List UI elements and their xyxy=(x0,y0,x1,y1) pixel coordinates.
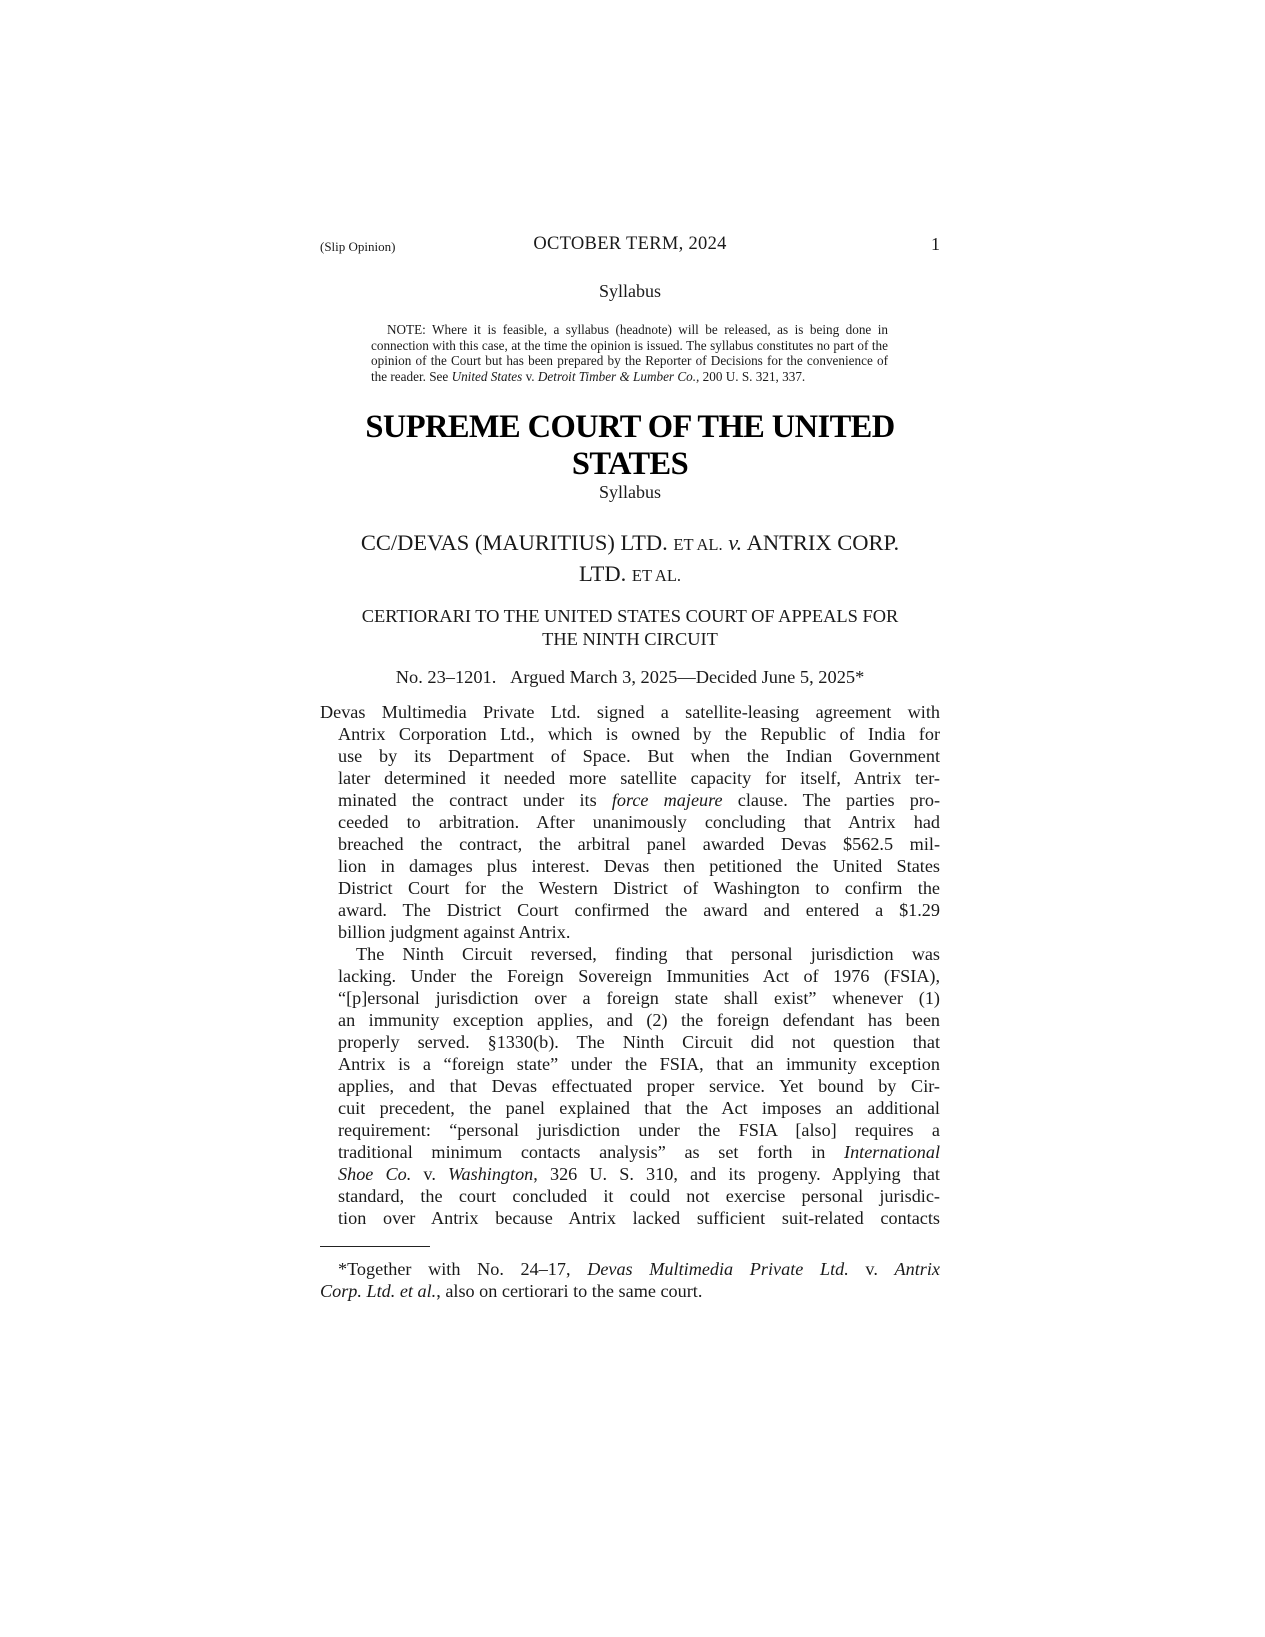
syllabus-running-label: Syllabus xyxy=(598,281,661,301)
slip-opinion-label: (Slip Opinion) xyxy=(320,239,396,254)
body-line: “[p]ersonal jurisdiction over a foreign state shall exist” whenever (1) xyxy=(338,988,940,1008)
body-line: cuit precedent, the panel explained that the Act imposes an additional xyxy=(338,1098,940,1118)
body-line: The Ninth Circuit reversed, finding that personal jurisdiction was xyxy=(356,944,940,964)
body-line: award. The District Court confirmed the award and entered a $1.29 xyxy=(338,900,940,920)
reporter-note xyxy=(371,322,888,384)
body-line: lion in damages plus interest. Devas then petitioned the United States xyxy=(338,856,940,876)
syllabus-body xyxy=(320,701,940,1229)
body-line: Antrix is a “foreign state” under the FSIA, that an immunity exception xyxy=(338,1054,940,1074)
body-line: later determined it needed more satellite capacity for itself, Antrix ter- xyxy=(338,768,940,788)
body-line: use by its Department of Space. But when the Indian Government xyxy=(338,746,940,766)
case-title-line-1: CC/DEVAS (MAURITIUS) LTD. ET AL. v. ANTRIX CORP. xyxy=(360,530,900,555)
footnote xyxy=(320,1258,940,1302)
body-line: minated the contract under its force majeure clause. The parties pro- xyxy=(338,790,941,810)
body-line: requirement: “personal jurisdiction under the FSIA [also] requires a xyxy=(338,1120,940,1140)
page-number: 1 xyxy=(931,234,940,254)
body-line: standard, the court concluded it could not exercise personal jurisdic- xyxy=(338,1186,940,1206)
footnote-divider xyxy=(320,1246,430,1247)
syllabus-heading: Syllabus xyxy=(598,482,661,502)
docket-number: No. 23–1201. xyxy=(395,667,497,687)
body-line: District Court for the Western District of Washington to confirm the xyxy=(338,878,940,898)
certiorari-line: CERTIORARI TO THE UNITED STATES COURT OF APPEALS FOR THE NINTH CIRCUIT xyxy=(361,606,899,649)
argued-decided-dates: Argued March 3, 2025—Decided June 5, 2025* xyxy=(510,667,865,687)
body-line: ceeded to arbitration. After unanimously concluding that Antrix had xyxy=(338,812,940,832)
footnote-line-2: Corp. Ltd. et al., also on certiorari to the same court. xyxy=(320,1281,703,1301)
body-line: applies, and that Devas effectuated proper service. Yet bound by Cir- xyxy=(338,1076,940,1096)
body-line: tion over Antrix because Antrix lacked sufficient suit-related contacts xyxy=(338,1208,940,1228)
case-title xyxy=(320,528,940,590)
note-text: NOTE: Where it is feasible, a syllabus (headnote) will be released, as is being done in connection with this case, at the time the opinion is issued. The syllabus constitutes no part of the opinion of the Court but has been prepared by the Reporter of Decisions for the convenience of the reader. See United States v. Detroit Timber & Lumber Co., 200 U. S. 321, 337. xyxy=(371,322,888,384)
running-header xyxy=(320,234,940,258)
body-line: properly served. §1330(b). The Ninth Circuit did not question that xyxy=(338,1032,940,1052)
body-line: lacking. Under the Foreign Sovereign Immunities Act of 1976 (FSIA), xyxy=(338,966,940,986)
footnote-line-1: *Together with No. 24–17, Devas Multimedia Private Ltd. v. Antrix xyxy=(338,1259,941,1279)
body-line: billion judgment against Antrix. xyxy=(338,922,571,942)
body-line: an immunity exception applies, and (2) the foreign defendant has been xyxy=(338,1010,940,1030)
body-line: Devas Multimedia Private Ltd. signed a satellite-leasing agreement with xyxy=(320,702,940,722)
body-line: breached the contract, the arbitral panel awarded Devas $562.5 mil- xyxy=(338,834,940,854)
body-line: traditional minimum contacts analysis” as set forth in International xyxy=(338,1142,940,1162)
body-line: Antrix Corporation Ltd., which is owned by the Republic of India for xyxy=(338,724,940,744)
term-label: OCTOBER TERM, 2024 xyxy=(533,234,727,254)
docket-and-dates xyxy=(320,667,940,688)
court-name-heading: SUPREME COURT OF THE UNITED STATES xyxy=(365,409,895,482)
note-citation: See United States v. Detroit Timber & Lumber Co., 200 U. S. 321, 337. xyxy=(429,368,806,384)
case-title-line-2: LTD. ET AL. xyxy=(578,561,682,586)
body-line: Shoe Co. v. Washington, 326 U. S. 310, and its progeny. Applying that xyxy=(338,1164,940,1184)
